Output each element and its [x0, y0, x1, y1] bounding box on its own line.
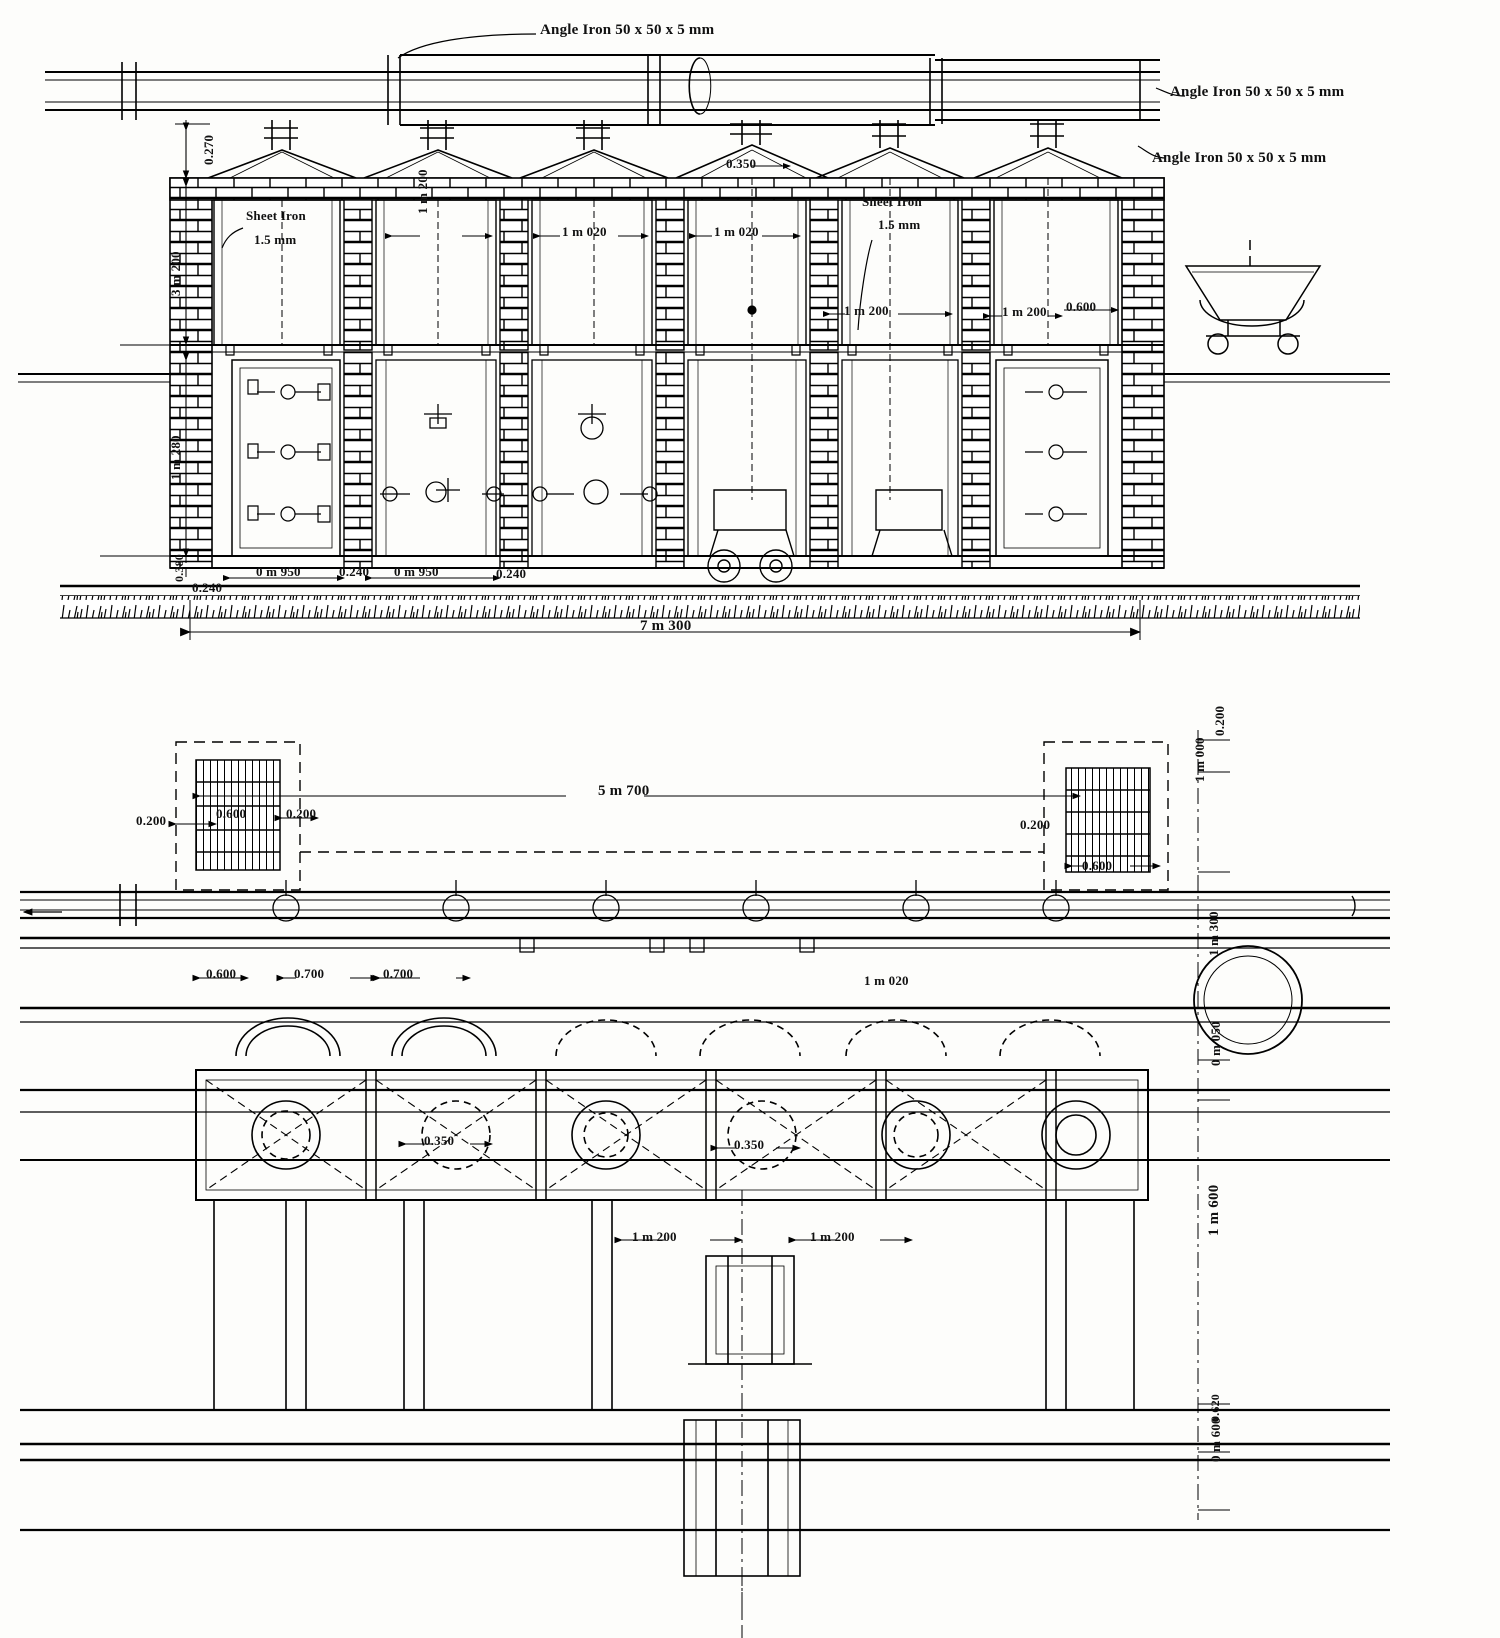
- dim-0200-v: 0.200: [1212, 705, 1227, 736]
- dim-1m000: 1 m 000: [1192, 737, 1207, 782]
- dim-0600-left: 0.600: [216, 806, 247, 821]
- dim-0350-plan-a: 0.350: [424, 1133, 455, 1148]
- label-angle-iron-right-1: Angle Iron 50 x 50 x 5 mm: [1170, 84, 1345, 100]
- dim-1m020-plan: 1 m 020: [864, 973, 909, 988]
- dim-3m200: 3 m 200: [168, 251, 183, 296]
- dim-1m200-c: 1 m 200: [1002, 304, 1047, 319]
- dim-0200-left: 0.200: [136, 813, 167, 828]
- dim-0m950-a: 0 m 950: [256, 564, 301, 579]
- dim-0350-plan-b: 0.350: [734, 1137, 765, 1152]
- dim-0600: 0.600: [1066, 299, 1097, 314]
- dim-0m050: 0 m 050: [1208, 1021, 1223, 1066]
- dim-0620: 0.620: [1208, 1394, 1222, 1422]
- dim-0350-top: 0.350: [726, 156, 757, 171]
- dim-1m600: 1 m 600: [1206, 1184, 1222, 1236]
- dim-0m950-b: 0 m 950: [394, 564, 439, 579]
- label-sheet-iron-right-1: Sheet Iron: [862, 194, 922, 209]
- dim-0380: 0.380: [172, 554, 186, 582]
- dim-1m200-plan-a: 1 m 200: [632, 1229, 677, 1244]
- dim-0270: 0.270: [201, 134, 216, 165]
- label-angle-iron-top: Angle Iron 50 x 50 x 5 mm: [540, 22, 715, 38]
- label-angle-iron-right-2: Angle Iron 50 x 50 x 5 mm: [1152, 150, 1327, 166]
- dim-1m200-a: 1 m 200: [415, 169, 430, 214]
- dim-0200-left2: 0.200: [286, 806, 317, 821]
- label-sheet-iron-left-1: Sheet Iron: [246, 208, 306, 223]
- label-sheet-iron-left-2: 1.5 mm: [254, 232, 297, 247]
- dim-0240-a: 0.240: [192, 580, 223, 595]
- label-sheet-iron-right-2: 1.5 mm: [878, 217, 921, 232]
- dim-0700-a: 0.700: [294, 966, 325, 981]
- dim-5m700: 5 m 700: [598, 783, 650, 799]
- dim-0600-plan: 0.600: [206, 966, 237, 981]
- dim-7m300: 7 m 300: [640, 618, 692, 634]
- dim-0m600: 0 m 600: [1208, 1417, 1223, 1462]
- dim-1m200-plan-b: 1 m 200: [810, 1229, 855, 1244]
- dim-0240-b: 0.240: [339, 564, 370, 579]
- dim-0600-right: 0.600: [1082, 858, 1113, 873]
- dim-1m200-b: 1 m 200: [844, 303, 889, 318]
- dim-0700-b: 0.700: [383, 966, 414, 981]
- dim-1m020-b: 1 m 020: [714, 224, 759, 239]
- dim-1m020-a: 1 m 020: [562, 224, 607, 239]
- dim-1m300-v: 1 m 300: [1206, 911, 1221, 956]
- dim-0240-c: 0.240: [496, 566, 527, 581]
- dim-0200-right: 0.200: [1020, 817, 1051, 832]
- dim-1m280: 1 m 280: [168, 435, 183, 480]
